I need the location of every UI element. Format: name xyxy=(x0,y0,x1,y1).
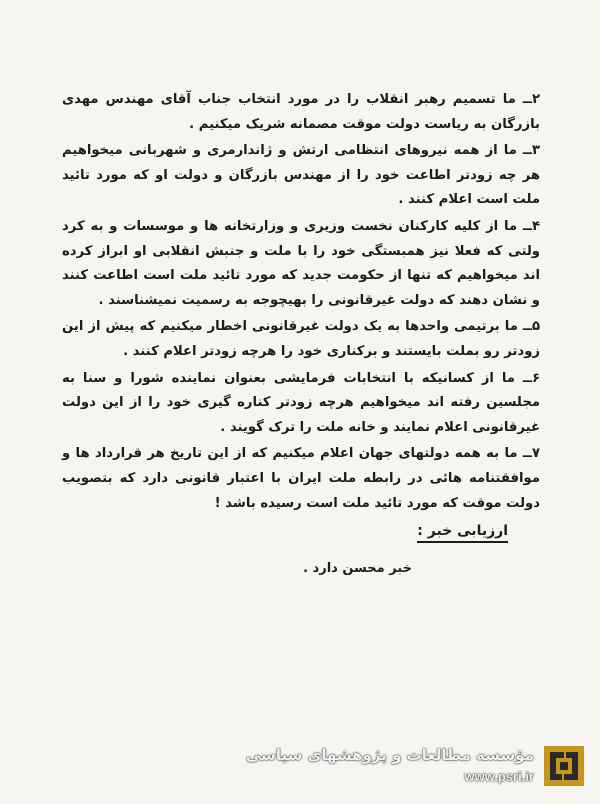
psri-logo-icon xyxy=(544,746,584,786)
paragraph-2: ۲ــ ما تسمیم رهبر انقلاب را در مورد انتخاب جناب آقای مهندس مهدی بازرگان به ریاست دولت موقت مصمانه شریک میکنیم . xyxy=(62,92,540,132)
paragraph-7: ۷ــ ما به همه دولتهای جهان اعلام میکنیم که از این تاریخ هر قرارداد ها و موافقتنامه هائی در رابطه ملت ایران با اعتبار قانونی دارد که بتصویب دولت موقت که مورد تائید ملت است رسیده باشد ! xyxy=(62,446,540,511)
paragraph-6: ۶ــ ما از کسانیکه با انتخابات فرمایشی بعنوان نماینده شورا و سنا به مجلسین رفته اند میخواهیم هرچه زودتر کناره گیری خود را از این دولت غیرقانونی اعلام نمایند و خانه ملت را ترک گویند . xyxy=(62,370,540,435)
institute-name: مؤسسه مطالعات و پژوهشهای سیاسی xyxy=(245,746,534,764)
document-body xyxy=(62,88,540,518)
news-assessment-note: خبر محسن دارد . xyxy=(303,561,412,576)
institute-url[interactable]: www.psri.ir xyxy=(464,769,534,784)
news-assessment-heading: ارزیابی خبر : xyxy=(417,523,508,543)
paragraph-5: ۵ــ ما برتیمی واحدها به یک دولت غیرقانونی اخطار میکنیم که پیش از این زودتر رو بملت بایستند و برکناری خود را هرچه زودتر اعلام کنند . xyxy=(62,319,540,359)
paragraph-3: ۳ــ ما از همه نیروهای انتظامی ارتش و ژاندارمری و شهربانی میخواهیم هر چه زودتر اطاعت خود را از مهندس بازرگان و دولت او که مورد تائید ملت است اعلام کنند . xyxy=(62,143,540,208)
institute-watermark xyxy=(245,742,590,792)
paragraph-4: ۴ــ ما از کلیه کارکنان نخست وزیری و وزارتخانه ها و موسسات و به کرد ولتی که فعلا نیز همبستگی خود را با ملت و جنبش انقلابی او ابراز کرده اند میخواهیم که تنها از حکومت جدید که مورد تائید ملت است اطاعت کنند و نشان دهند که دولت غیرقانونی را بهیچوجه به رسمیت نمیشناسند . xyxy=(62,218,540,308)
